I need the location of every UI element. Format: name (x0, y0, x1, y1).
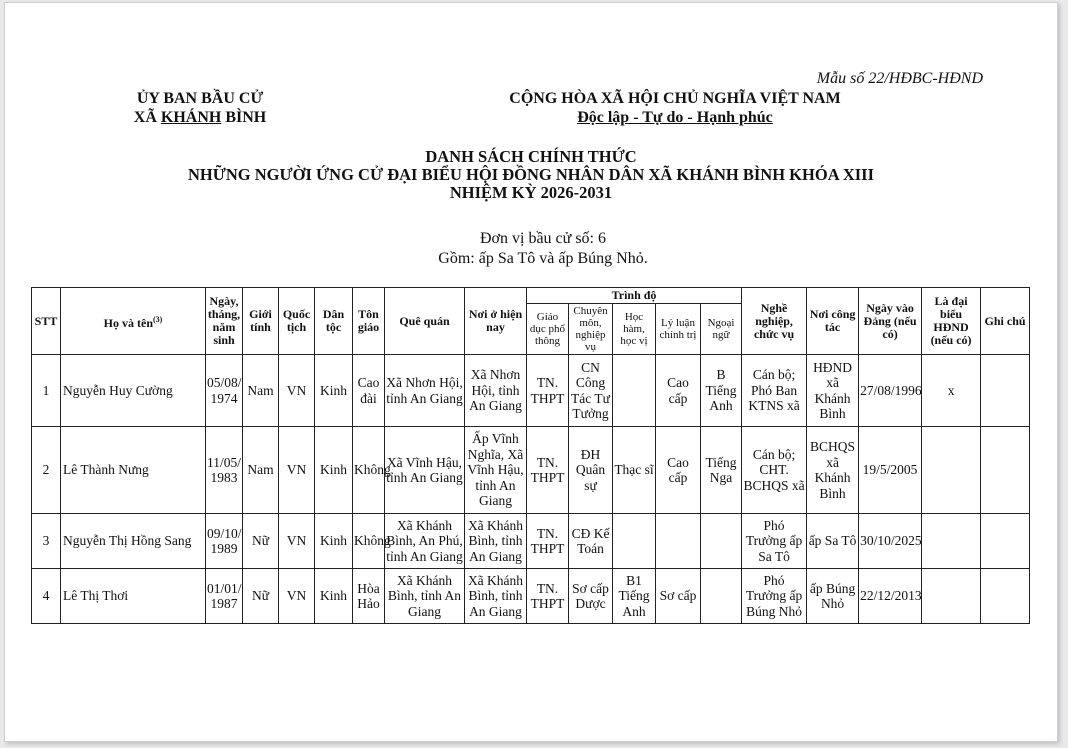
cell-nationality: VN (279, 355, 315, 427)
cell-political (656, 514, 701, 569)
org-line-2-prefix: XÃ (133, 109, 161, 126)
issuing-organization (105, 89, 295, 127)
title-line-2: NHỮNG NGƯỜI ỨNG CỬ ĐẠI BIỂU HỘI ĐỒNG NHÂN DÂN XÃ KHÁNH BÌNH KHÓA XIII (188, 165, 874, 184)
header-nationality: Quốc tịch (279, 288, 315, 355)
header-language: Ngoại ngữ (701, 304, 742, 355)
cell-dob: 05/08/ 1974 (206, 355, 243, 427)
cell-religion: Hòa Hảo (353, 569, 385, 624)
header-hometown: Quê quán (385, 288, 465, 355)
national-motto: Độc lập - Tự do - Hạnh phúc (577, 109, 773, 126)
org-line-2-suffix: BÌNH (221, 109, 267, 126)
cell-occupation: Cán bộ; Phó Ban KTNS xã (742, 355, 807, 427)
cell-gender: Nữ (243, 514, 279, 569)
cell-is-delegate (922, 427, 981, 514)
table-row (32, 569, 1030, 624)
cell-nationality: VN (279, 569, 315, 624)
cell-professional: CN Công Tác Tư Tưởng (569, 355, 613, 427)
header-is-delegate: Là đại biểu HĐND (nếu có) (922, 288, 981, 355)
electoral-unit (5, 229, 1068, 269)
cell-dob: 09/10/ 1989 (206, 514, 243, 569)
header-name-text: Họ và tên (103, 315, 153, 330)
header-general-ed: Giáo dục phổ thông (527, 304, 569, 355)
header-religion: Tôn giáo (353, 288, 385, 355)
cell-residence: Xã Khánh Bình, tỉnh An Giang (465, 514, 527, 569)
document-title (5, 148, 1057, 202)
cell-academic: Thạc sĩ (613, 427, 656, 514)
cell-name: Lê Thành Nưng (61, 427, 206, 514)
org-line-1: ỦY BAN BẦU CỬ (136, 90, 264, 107)
cell-hometown: Xã Khánh Bình, An Phú, tỉnh An Giang (385, 514, 465, 569)
header-note: Ghi chú (981, 288, 1030, 355)
cell-name: Nguyễn Huy Cường (61, 355, 206, 427)
unit-areas: Gồm: ấp Sa Tô và ấp Búng Nhỏ. (438, 250, 648, 267)
title-line-3: NHIỆM KỲ 2026-2031 (449, 183, 613, 202)
title-line-1: DANH SÁCH CHÍNH THỨC (425, 147, 637, 166)
cell-professional: Sơ cấp Dược (569, 569, 613, 624)
cell-academic (613, 355, 656, 427)
header-political: Lý luận chính trị (656, 304, 701, 355)
table-row (32, 427, 1030, 514)
cell-dob: 11/05/ 1983 (206, 427, 243, 514)
document-page (4, 2, 1058, 742)
cell-political: Cao cấp (656, 355, 701, 427)
cell-gender: Nữ (243, 569, 279, 624)
cell-occupation: Phó Trưởng ấp Búng Nhỏ (742, 569, 807, 624)
cell-nationality: VN (279, 427, 315, 514)
header-gender: Giới tính (243, 288, 279, 355)
unit-number: Đơn vị bầu cử số: 6 (479, 230, 606, 247)
form-code: Mẫu số 22/HĐBC-HĐND (816, 70, 983, 87)
cell-residence: Xã Nhơn Hội, tỉnh An Giang (465, 355, 527, 427)
cell-stt: 3 (32, 514, 61, 569)
cell-language (701, 569, 742, 624)
cell-dob: 01/01/ 1987 (206, 569, 243, 624)
cell-workplace: HĐND xã Khánh Bình (807, 355, 859, 427)
header-education-group: Trình độ (527, 288, 742, 304)
org-line-2 (105, 108, 295, 127)
cell-note (981, 514, 1030, 569)
cell-language: Tiếng Nga (701, 427, 742, 514)
cell-religion: Không (353, 514, 385, 569)
cell-occupation: Cán bộ; CHT. BCHQS xã (742, 427, 807, 514)
cell-academic: B1 Tiếng Anh (613, 569, 656, 624)
cell-stt: 4 (32, 569, 61, 624)
cell-party-date: 27/08/1996 (859, 355, 922, 427)
cell-is-delegate: x (922, 355, 981, 427)
header-party-date: Ngày vào Đảng (nếu có) (859, 288, 922, 355)
header-name-sup: (3) (153, 314, 163, 324)
cell-workplace: BCHQS xã Khánh Bình (807, 427, 859, 514)
cell-religion: Cao đài (353, 355, 385, 427)
cell-residence: Xã Khánh Bình, tỉnh An Giang (465, 569, 527, 624)
nation-name: CỘNG HÒA XÃ HỘI CHỦ NGHĨA VIỆT NAM (509, 90, 841, 107)
cell-language (701, 514, 742, 569)
cell-general-ed: TN. THPT (527, 514, 569, 569)
header-workplace: Nơi công tác (807, 288, 859, 355)
candidate-table (31, 287, 1030, 624)
cell-general-ed: TN. THPT (527, 427, 569, 514)
cell-professional: CĐ Kế Toán (569, 514, 613, 569)
cell-name: Nguyễn Thị Hồng Sang (61, 514, 206, 569)
cell-hometown: Xã Nhơn Hội, tỉnh An Giang (385, 355, 465, 427)
cell-workplace: ấp Sa Tô (807, 514, 859, 569)
header-academic: Học hàm, học vị (613, 304, 656, 355)
cell-ethnicity: Kinh (315, 514, 353, 569)
header-stt: STT (32, 288, 61, 355)
cell-residence: Ấp Vĩnh Nghĩa, Xã Vĩnh Hậu, tỉnh An Giang (465, 427, 527, 514)
cell-party-date: 30/10/2025 (859, 514, 922, 569)
header-ethnicity: Dân tộc (315, 288, 353, 355)
cell-ethnicity: Kinh (315, 427, 353, 514)
cell-occupation: Phó Trưởng ấp Sa Tô (742, 514, 807, 569)
cell-stt: 2 (32, 427, 61, 514)
cell-hometown: Xã Khánh Bình, tỉnh An Giang (385, 569, 465, 624)
cell-party-date: 22/12/2013 (859, 569, 922, 624)
cell-nationality: VN (279, 514, 315, 569)
org-line-2-underlined: KHÁNH (160, 109, 222, 126)
cell-workplace: ấp Búng Nhỏ (807, 569, 859, 624)
cell-ethnicity: Kinh (315, 569, 353, 624)
header-professional: Chuyên môn, nghiệp vụ (569, 304, 613, 355)
header-occupation: Nghề nghiệp, chức vụ (742, 288, 807, 355)
cell-ethnicity: Kinh (315, 355, 353, 427)
cell-gender: Nam (243, 427, 279, 514)
cell-language: B Tiếng Anh (701, 355, 742, 427)
cell-note (981, 355, 1030, 427)
header-residence: Nơi ở hiện nay (465, 288, 527, 355)
cell-political: Cao cấp (656, 427, 701, 514)
cell-stt: 1 (32, 355, 61, 427)
cell-professional: ĐH Quân sự (569, 427, 613, 514)
cell-academic (613, 514, 656, 569)
table-row (32, 514, 1030, 569)
table-row (32, 355, 1030, 427)
cell-name: Lê Thị Thơi (61, 569, 206, 624)
cell-is-delegate (922, 569, 981, 624)
cell-hometown: Xã Vĩnh Hậu, tỉnh An Giang (385, 427, 465, 514)
header-name (61, 288, 206, 355)
cell-gender: Nam (243, 355, 279, 427)
cell-note (981, 427, 1030, 514)
cell-general-ed: TN. THPT (527, 355, 569, 427)
cell-party-date: 19/5/2005 (859, 427, 922, 514)
national-header (475, 89, 875, 127)
cell-political: Sơ cấp (656, 569, 701, 624)
header-dob: Ngày, tháng, năm sinh (206, 288, 243, 355)
cell-general-ed: TN. THPT (527, 569, 569, 624)
cell-note (981, 569, 1030, 624)
cell-religion: Không (353, 427, 385, 514)
cell-is-delegate (922, 514, 981, 569)
